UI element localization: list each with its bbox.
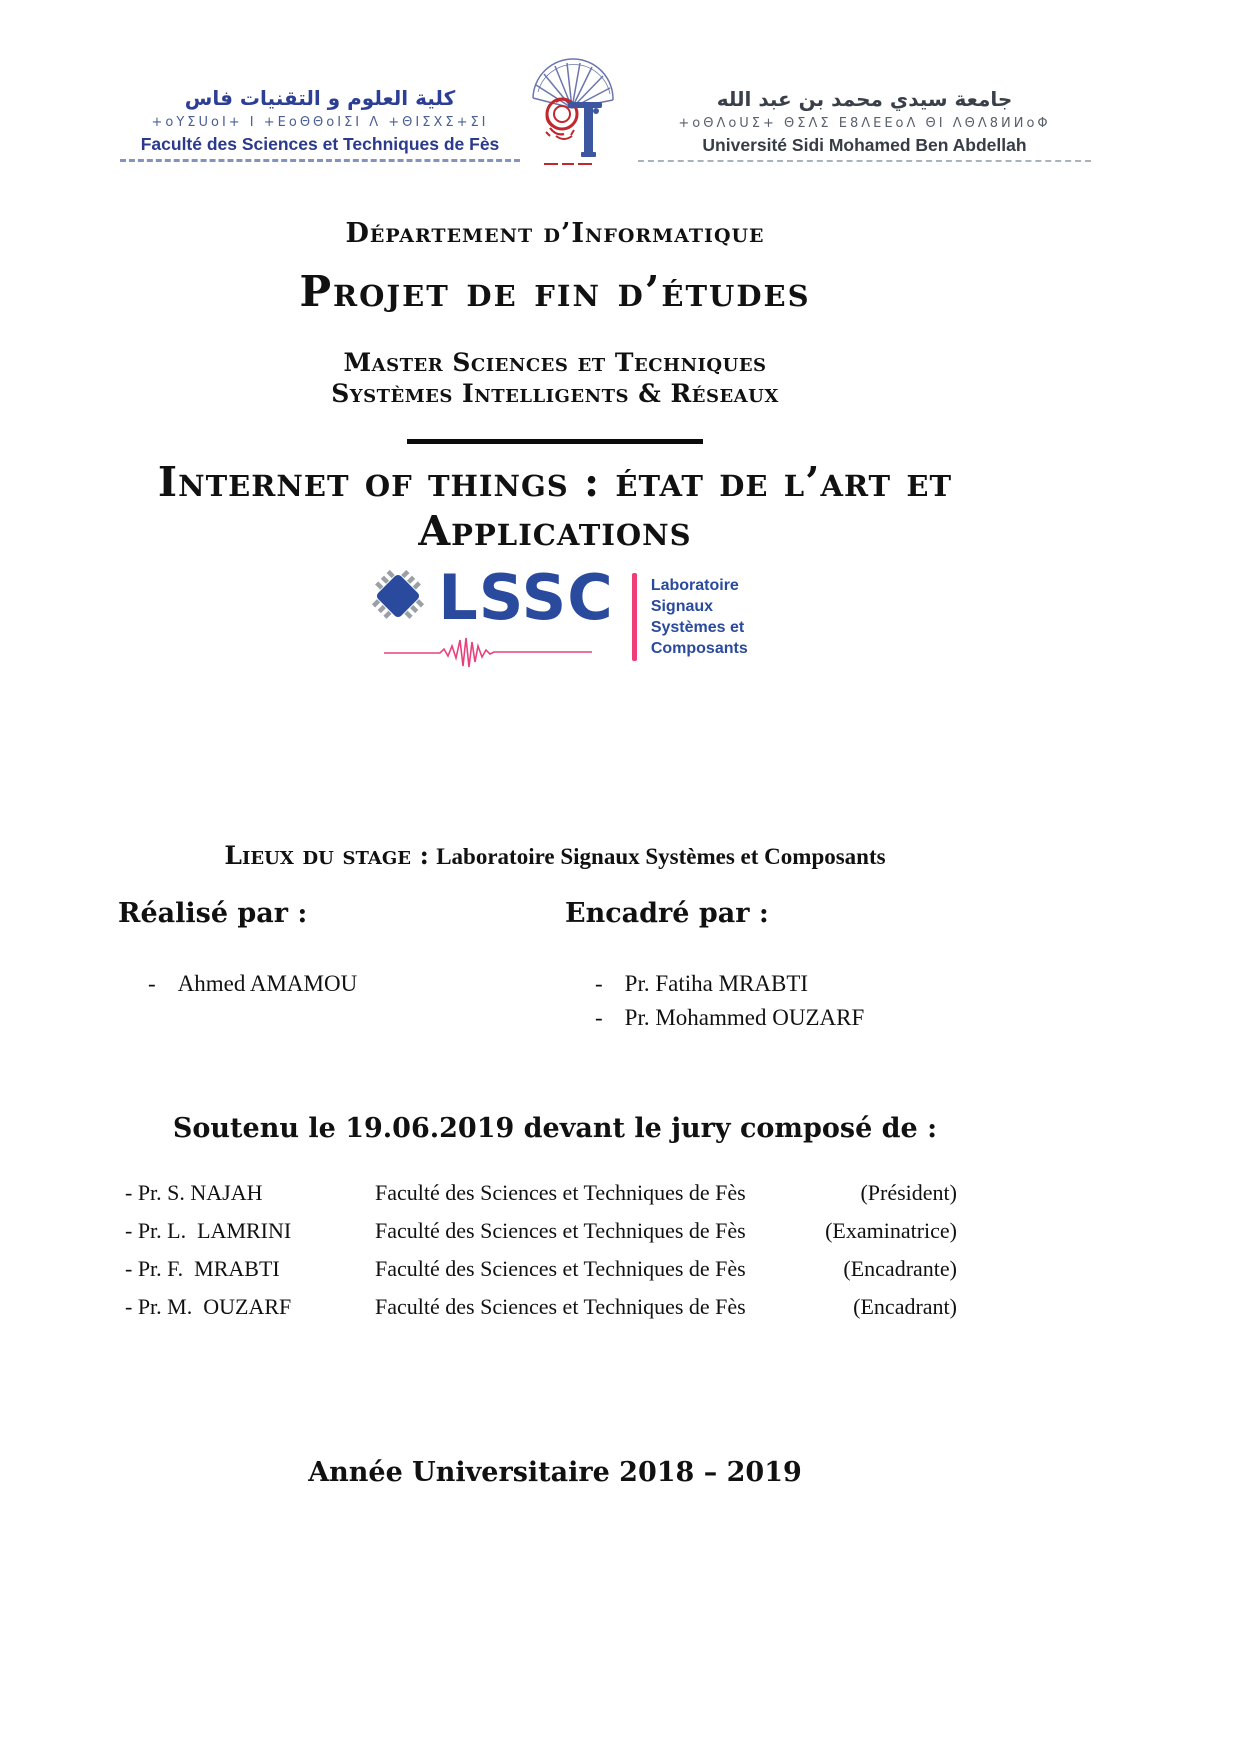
- authors-heading: Réalisé par :: [118, 898, 308, 929]
- jury-member-role: (Encadrant): [853, 1294, 957, 1319]
- list-dash: -: [595, 1005, 603, 1030]
- lssc-lab-line-4: Composants: [650, 640, 748, 657]
- jury-member-role: (Examinatrice): [825, 1218, 957, 1243]
- jury-row: [125, 1257, 957, 1281]
- university-seal-icon: [526, 52, 618, 174]
- author-name: Ahmed AMAMOU: [177, 971, 358, 996]
- lssc-lab-line-2: Signaux: [650, 598, 714, 615]
- lssc-logo: [40, 560, 1070, 674]
- faculty-header-block: [120, 83, 520, 162]
- people-section: [118, 897, 1241, 1035]
- university-name-latin: Université Sidi Mohamed Ben Abdellah: [638, 133, 1091, 162]
- program-title: [40, 347, 1070, 409]
- jury-member-name: - Pr. M. OUZARF: [125, 1294, 292, 1319]
- jury-member-role: (Encadrante): [843, 1256, 957, 1281]
- program-line-1: Master Sciences et Techniques: [343, 348, 767, 377]
- letterhead: [0, 0, 1241, 162]
- supervisors-column: [565, 897, 1241, 1035]
- jury-member-affiliation: Faculté des Sciences et Techniques de Fès: [375, 1180, 746, 1205]
- jury-member-name: - Pr. F. MRABTI: [125, 1256, 280, 1281]
- jury-row: [125, 1219, 957, 1243]
- lssc-separator-bar: [632, 573, 637, 661]
- faculty-name-arabic: كلية العلوم و التقنيات فاس: [184, 86, 456, 110]
- title-divider-rule: [407, 439, 703, 444]
- waveform-icon: [382, 636, 594, 674]
- jury-member-name: - Pr. S. NAJAH: [125, 1180, 263, 1205]
- supervisor-name: Pr. Mohammed OUZARF: [624, 1005, 865, 1030]
- thesis-title-line-1: Internet of things : état de l’art et: [157, 458, 953, 506]
- faculty-name-tifinagh: +oYΣUoI+ I +ΕoΘΘoIΣI Λ +ΘΙΣΧΣ+ΣΙ: [151, 115, 489, 130]
- chip-icon: [362, 560, 434, 636]
- internship-place-label: Lieux du stage :: [224, 841, 429, 870]
- university-name-tifinagh: +oΘΛoUΣ+ ΘΣΛΣ Ε8ΛΕΕoΛ ΘΙ ΛΘΛ8ИИoΦ: [678, 116, 1051, 131]
- lssc-lab-line-1: Laboratoire: [650, 577, 739, 594]
- list-dash: -: [595, 971, 603, 996]
- authors-column: [118, 897, 565, 1035]
- thesis-title-line-2: Applications: [418, 507, 692, 555]
- jury-table: [125, 1181, 957, 1319]
- supervisors-heading: Encadré par :: [565, 898, 769, 929]
- university-header-block: [638, 84, 1091, 162]
- author-item: [118, 967, 565, 1001]
- jury-row: [125, 1181, 957, 1205]
- supervisor-item: [565, 1001, 1241, 1035]
- jury-row: [125, 1295, 957, 1319]
- defense-heading: Soutenu le 19.06.2019 devant le jury composé de :: [172, 1113, 938, 1144]
- jury-member-role: (Président): [860, 1180, 957, 1205]
- lssc-lab-line-3: Systèmes et: [650, 619, 745, 636]
- supervisor-item: [565, 967, 1241, 1001]
- lssc-lab-name: [651, 575, 748, 659]
- document-type-title: Projet de fin d’études: [299, 267, 811, 316]
- list-dash: -: [148, 971, 156, 996]
- university-name-arabic: جامعة سيدي محمد بن عبد الله: [716, 87, 1013, 111]
- academic-year: Année Universitaire 2018 – 2019: [308, 1457, 802, 1488]
- faculty-name-latin: Faculté des Sciences et Techniques de Fès: [120, 132, 520, 162]
- lssc-logo-left: [362, 560, 614, 674]
- main-column: [0, 217, 1241, 873]
- department-title: Département d’Informatique: [345, 218, 765, 249]
- internship-place-value: Laboratoire Signaux Systèmes et Composants: [436, 844, 886, 869]
- authors-list: [118, 967, 565, 1001]
- internship-place-line: [40, 840, 1070, 873]
- thesis-title: [40, 458, 1070, 556]
- program-line-2: Systèmes Intelligents & Réseaux: [331, 379, 779, 408]
- lssc-acronym: LSSC: [438, 561, 614, 634]
- jury-member-affiliation: Faculté des Sciences et Techniques de Fès: [375, 1218, 746, 1243]
- jury-member-affiliation: Faculté des Sciences et Techniques de Fès: [375, 1256, 746, 1281]
- supervisor-name: Pr. Fatiha MRABTI: [624, 971, 809, 996]
- jury-member-name: - Pr. L. LAMRINI: [125, 1218, 292, 1243]
- jury-member-affiliation: Faculté des Sciences et Techniques de Fès: [375, 1294, 746, 1319]
- supervisors-list: [565, 967, 1241, 1035]
